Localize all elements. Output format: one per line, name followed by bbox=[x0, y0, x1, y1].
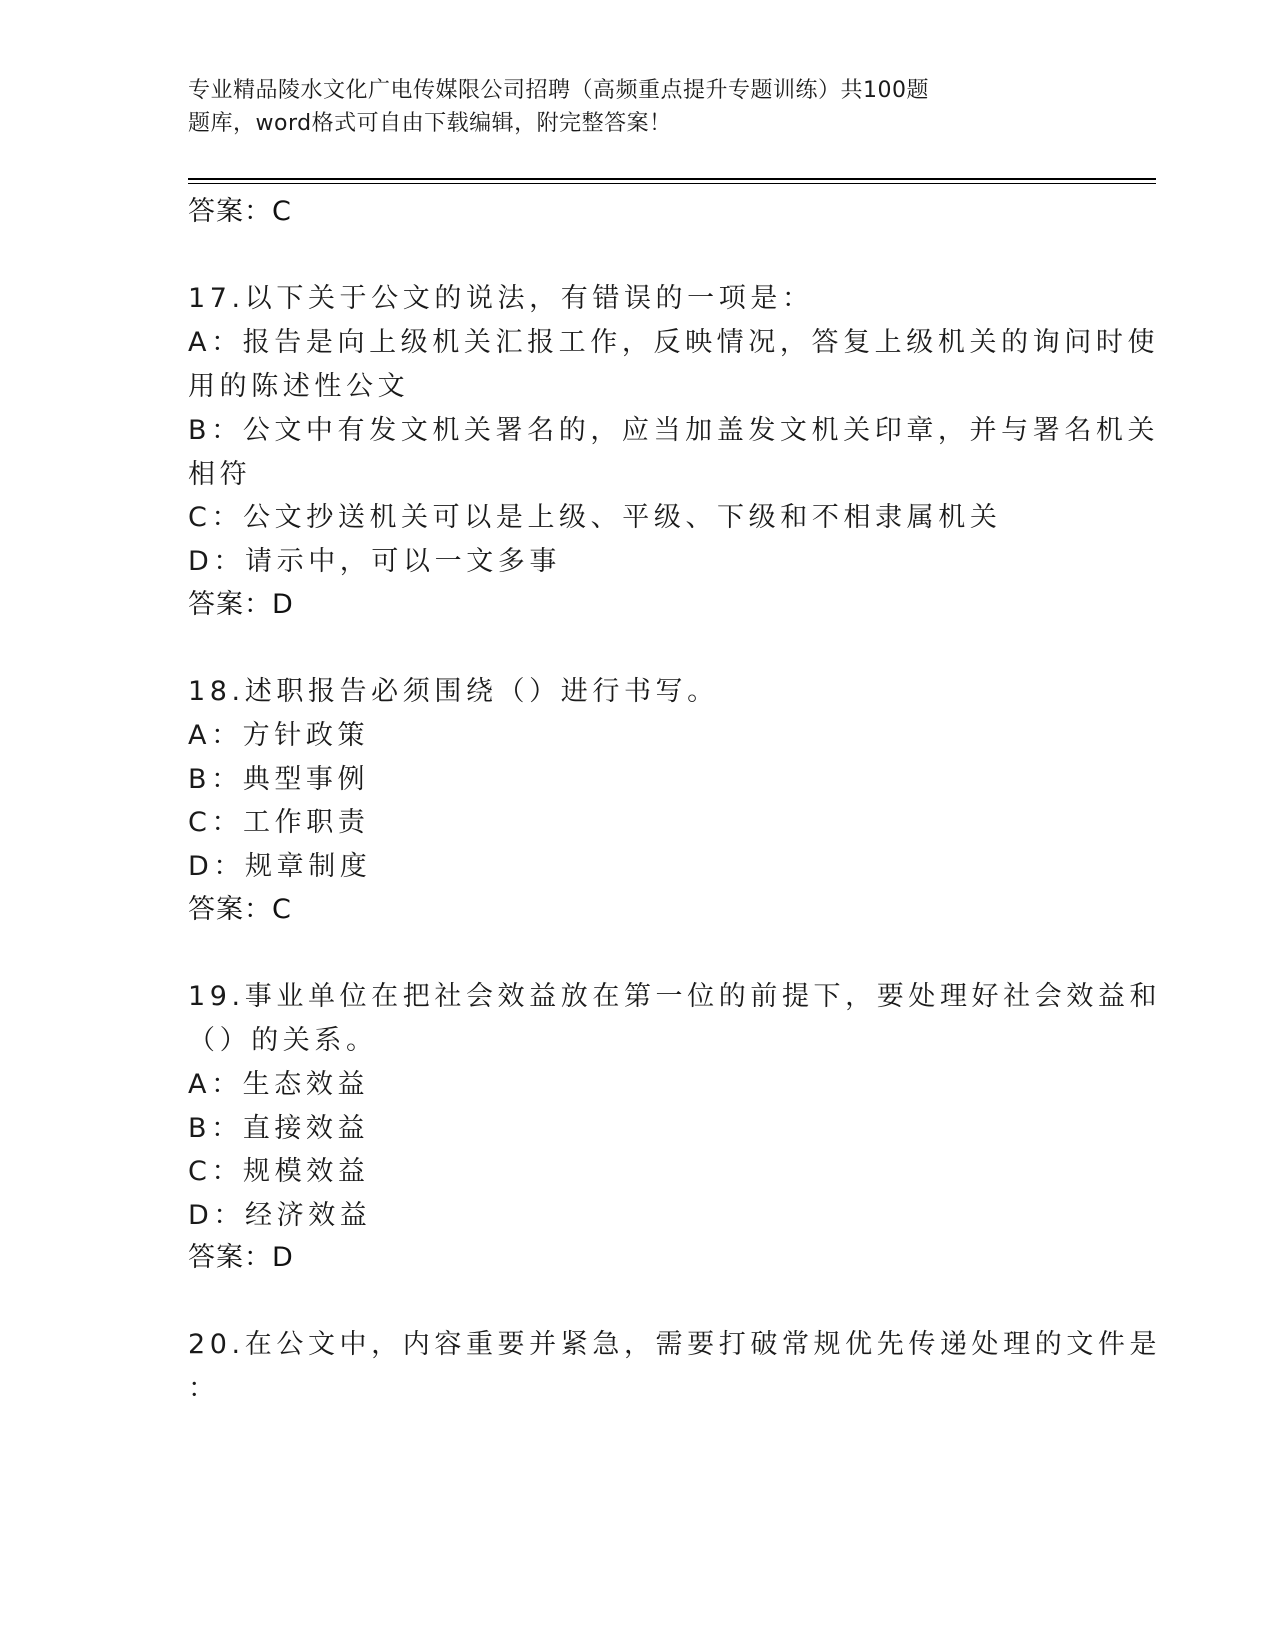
header-rule-thick bbox=[188, 178, 1156, 180]
q19-answer: 答案：D bbox=[188, 1242, 294, 1273]
q17-option-b-line1: B：公文中有发文机关署名的，应当加盖发文机关印章，并与署名机关 bbox=[188, 415, 1160, 446]
document-header bbox=[188, 74, 1028, 140]
header-rule-thin bbox=[188, 183, 1156, 184]
q18-answer: 答案：C bbox=[188, 894, 292, 925]
q19-stem-line2: （）的关系。 bbox=[188, 1025, 378, 1056]
q17-option-a-line1: A：报告是向上级机关汇报工作，反映情况，答复上级机关的询问时使 bbox=[188, 327, 1160, 358]
q17-option-a-line2: 用的陈述性公文 bbox=[188, 371, 410, 402]
q19-option-b: B：直接效益 bbox=[188, 1113, 370, 1144]
q17-option-b-line2: 相符 bbox=[188, 459, 252, 490]
q19-option-c: C：规模效益 bbox=[188, 1156, 370, 1187]
q17-answer: 答案：D bbox=[188, 589, 294, 620]
q18-option-c: C：工作职责 bbox=[188, 807, 370, 838]
q18-option-d: D：规章制度 bbox=[188, 851, 372, 882]
q17-option-c: C：公文抄送机关可以是上级、平级、下级和不相隶属机关 bbox=[188, 502, 1002, 533]
q18-option-b: B：典型事例 bbox=[188, 764, 370, 795]
q19-option-a: A：生态效益 bbox=[188, 1069, 370, 1100]
q20-stem-line1: 20.在公文中，内容重要并紧急，需要打破常规优先传递处理的文件是 bbox=[188, 1329, 1162, 1360]
q18-option-a: A：方针政策 bbox=[188, 720, 370, 751]
q17-stem: 17.以下关于公文的说法，有错误的一项是： bbox=[188, 283, 814, 314]
q19-stem-line1: 19.事业单位在把社会效益放在第一位的前提下，要处理好社会效益和 bbox=[188, 981, 1162, 1012]
q19-option-d: D：经济效益 bbox=[188, 1200, 372, 1231]
header-line-2: 题库，word格式可自由下载编辑，附完整答案！ bbox=[188, 111, 672, 136]
q17-option-d: D：请示中，可以一文多事 bbox=[188, 546, 561, 577]
header-line-1: 专业精品陵水文化广电传媒限公司招聘（高频重点提升专题训练）共100题 bbox=[188, 78, 929, 103]
q18-stem: 18.述职报告必须围绕（）进行书写。 bbox=[188, 676, 719, 707]
answer-previous: 答案：C bbox=[188, 196, 292, 227]
q20-stem-line2: ： bbox=[188, 1373, 220, 1404]
